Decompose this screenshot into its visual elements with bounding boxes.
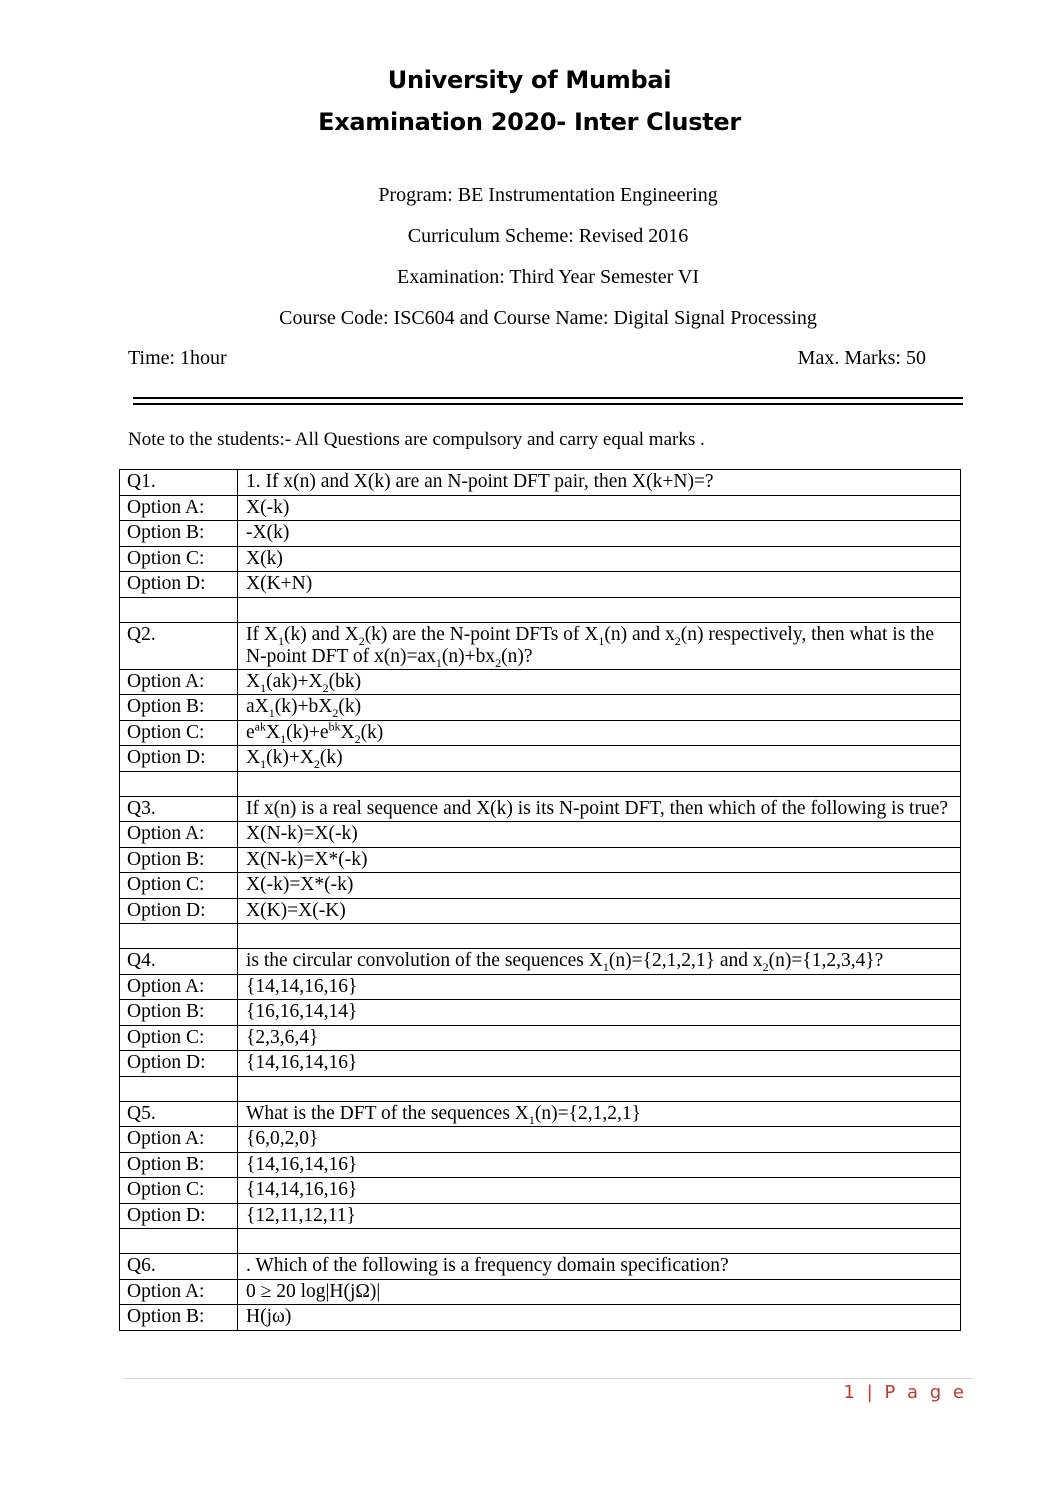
option-label: Option B: xyxy=(120,1000,238,1026)
option-row xyxy=(120,1203,961,1229)
option-text: {14,16,14,16} xyxy=(238,1051,961,1077)
option-label: Option C: xyxy=(120,720,238,746)
examination-line: Examination: Third Year Semester VI xyxy=(397,266,699,288)
question-row xyxy=(120,949,961,975)
option-row xyxy=(120,695,961,721)
divider-top xyxy=(133,397,963,399)
option-row xyxy=(120,822,961,848)
option-text: {14,16,14,16} xyxy=(238,1152,961,1178)
option-text: X(K)=X(-K) xyxy=(238,898,961,924)
spacer-row xyxy=(120,597,961,622)
option-text: X(K+N) xyxy=(238,572,961,598)
time-label: Time: 1hour xyxy=(128,347,227,369)
option-text: {12,11,12,11} xyxy=(238,1203,961,1229)
question-text: is the circular convolution of the sequences $X_1(n)=\{2,1,2,1\}$ and $x_2(n)=\{1,2,3,4\}$? xyxy=(238,949,961,975)
spacer-row xyxy=(120,771,961,796)
spacer-row xyxy=(120,1076,961,1101)
option-label: Option B: xyxy=(120,1305,238,1331)
option-text: {14,14,16,16} xyxy=(238,1178,961,1204)
spacer-row xyxy=(120,924,961,949)
option-row xyxy=(120,1178,961,1204)
option-row xyxy=(120,1127,961,1153)
curriculum-line: Curriculum Scheme: Revised 2016 xyxy=(407,225,689,247)
option-row xyxy=(120,1025,961,1051)
question-row xyxy=(120,470,961,496)
question-label: Q6. xyxy=(120,1254,238,1280)
option-label: Option A: xyxy=(120,669,238,695)
spacer-row xyxy=(120,1229,961,1254)
option-label: Option A: xyxy=(120,495,238,521)
option-label: Option D: xyxy=(120,572,238,598)
question-label: Q4. xyxy=(120,949,238,975)
option-row xyxy=(120,1152,961,1178)
option-label: Option B: xyxy=(120,695,238,721)
option-row xyxy=(120,873,961,899)
question-label: Q5. xyxy=(120,1101,238,1127)
question-text: If x(n) is a real sequence and X(k) is its N-point DFT, then which of the following is true? xyxy=(238,796,961,822)
option-text: {6,0,2,0} xyxy=(238,1127,961,1153)
option-text: $X_1(k)+X_2(k)$ xyxy=(238,746,961,772)
option-label: Option C: xyxy=(120,873,238,899)
option-label: Option B: xyxy=(120,521,238,547)
question-text: . Which of the following is a frequency domain specification? xyxy=(238,1254,961,1280)
option-label: Option B: xyxy=(120,1152,238,1178)
option-row xyxy=(120,898,961,924)
option-row xyxy=(120,847,961,873)
option-label: Option D: xyxy=(120,898,238,924)
option-row xyxy=(120,746,961,772)
option-label: Option B: xyxy=(120,847,238,873)
option-label: Option A: xyxy=(120,1279,238,1305)
option-row xyxy=(120,720,961,746)
option-text: -X(k) xyxy=(238,521,961,547)
option-row xyxy=(120,1000,961,1026)
exam-title: Examination 2020- Inter Cluster xyxy=(318,108,741,136)
divider-bottom xyxy=(133,403,963,405)
option-label: Option D: xyxy=(120,746,238,772)
option-text: X(-k)=X*(-k) xyxy=(238,873,961,899)
question-label: Q3. xyxy=(120,796,238,822)
option-text: H(jω) xyxy=(238,1305,961,1331)
option-label: Option C: xyxy=(120,546,238,572)
option-label: Option A: xyxy=(120,822,238,848)
option-label: Option A: xyxy=(120,974,238,1000)
option-label: Option A: xyxy=(120,1127,238,1153)
option-row xyxy=(120,974,961,1000)
option-text: X(-k) xyxy=(238,495,961,521)
option-label: Option D: xyxy=(120,1203,238,1229)
option-text: X(k) xyxy=(238,546,961,572)
option-row xyxy=(120,495,961,521)
footer-divider xyxy=(123,1378,973,1379)
question-label: Q2. xyxy=(120,622,238,669)
option-row xyxy=(120,669,961,695)
program-line: Program: BE Instrumentation Engineering xyxy=(378,184,718,206)
option-text: $aX_1(k)+bX_2(k)$ xyxy=(238,695,961,721)
option-text: $X_1(ak)+X_2(bk)$ xyxy=(238,669,961,695)
questions-table xyxy=(119,469,961,1331)
option-text: X(N-k)=X(-k) xyxy=(238,822,961,848)
question-row xyxy=(120,1254,961,1280)
option-label: Option C: xyxy=(120,1178,238,1204)
option-text: X(N-k)=X*(-k) xyxy=(238,847,961,873)
question-row xyxy=(120,1101,961,1127)
question-row xyxy=(120,622,961,669)
question-row xyxy=(120,796,961,822)
course-line: Course Code: ISC604 and Course Name: Digital Signal Processing xyxy=(279,307,817,329)
question-text: 1. If x(n) and X(k) are an N-point DFT pair, then X(k+N)=? xyxy=(238,470,961,496)
option-text: 0 ≥ 20 log|H(jΩ)| xyxy=(238,1279,961,1305)
university-title: University of Mumbai xyxy=(387,66,672,94)
max-marks-label: Max. Marks: 50 xyxy=(797,347,926,369)
option-row xyxy=(120,1305,961,1331)
option-label: Option D: xyxy=(120,1051,238,1077)
option-text: {16,16,14,14} xyxy=(238,1000,961,1026)
option-label: Option C: xyxy=(120,1025,238,1051)
students-note: Note to the students:- All Questions are compulsory and carry equal marks . xyxy=(128,429,705,450)
option-text: {2,3,6,4} xyxy=(238,1025,961,1051)
question-label: Q1. xyxy=(120,470,238,496)
option-row xyxy=(120,1051,961,1077)
option-text: $e^{ak}X_1(k)+e^{bk}X_2(k)$ xyxy=(238,720,961,746)
page-number: 1 | P a g e xyxy=(843,1382,967,1403)
question-text: If $X_1(k)$ and $X_2(k)$ are the N-point DFTs of $X_1(n)$ and $x_2(n)$ respectively, then what is the N-point DFT of $x(n)=ax_1(n)+bx_2(n)$? xyxy=(238,622,961,669)
option-row xyxy=(120,1279,961,1305)
question-text: What is the DFT of the sequences $X_1(n)=\{2,1,2,1\}$ xyxy=(238,1101,961,1127)
option-row xyxy=(120,572,961,598)
option-text: {14,14,16,16} xyxy=(238,974,961,1000)
option-row xyxy=(120,521,961,547)
option-row xyxy=(120,546,961,572)
